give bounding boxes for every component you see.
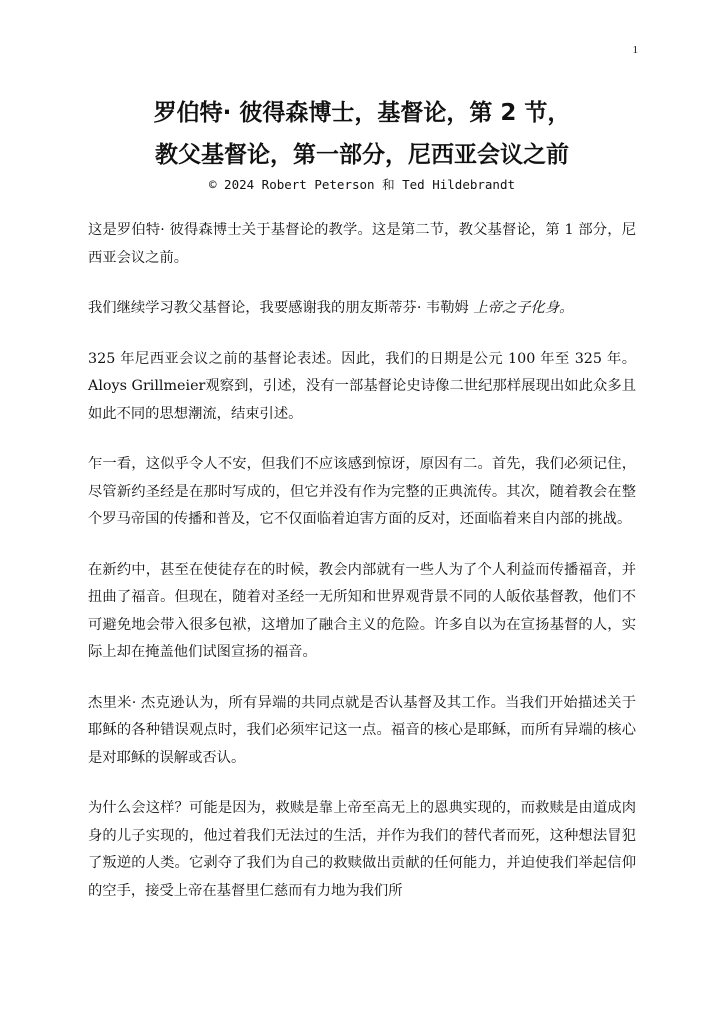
book-title-italic: 上帝之子化身。: [473, 300, 574, 316]
paragraph-1: 这是罗伯特· 彼得森博士关于基督论的教学。这是第二节，教父基督论，第 1 部分，尼西亚会议之前。: [88, 222, 636, 266]
body-text: [88, 217, 636, 905]
paragraph-2: [88, 295, 636, 323]
title-block: [60, 92, 664, 194]
page-number: 1: [632, 44, 638, 56]
paragraph-3: 325 年尼西亚会议之前的基督论表述。因此，我们的日期是公元 100 年至 325 年。Aloys Grillmeier观察到，引述，没有一部基督论史诗像二世纪那样展现出如此众多且如此不同的思想潮流，结束引述。: [88, 350, 636, 422]
copyright-line: © 2024 Robert Peterson 和 Ted Hildebrandt: [209, 177, 515, 192]
title-line-1: 罗伯特· 彼得森博士，基督论，第 2 节，: [153, 100, 571, 126]
paragraph-6: 杰里米· 杰克逊认为，所有异端的共同点就是否认基督及其工作。当我们开始描述关于耶稣的各种错误观点时，我们必须牢记这一点。福音的核心是耶稣，而所有异端的核心是对耶稣的误解或否认。: [88, 694, 636, 766]
paragraph-2-text: 我们继续学习教父基督论，我要感谢我的朋友斯蒂芬· 韦勒姆: [88, 300, 474, 316]
title-line-2: 教父基督论，第一部分，尼西亚会议之前: [155, 142, 569, 168]
paragraph-4: 乍一看，这似乎令人不安，但我们不应该感到惊讶，原因有二。首先，我们必须记住，尽管新约圣经是在那时写成的，但它并没有作为完整的正典流传。其次，随着教会在整个罗马帝国的传播和普及，它不仅面临着迫害方面的反对，还面临着来自内部的挑战。: [88, 456, 636, 527]
paragraph-5: 在新约中，甚至在使徒存在的时候，教会内部就有一些人为了个人利益而传播福音，并扭曲了福音。但现在，随着对圣经一无所知和世界观背景不同的人皈依基督教，他们不可避免地会带入很多包袱，这增加了融合主义的危险。许多自以为在宣扬基督的人，实际上却在掩盖他们试图宣扬的福音。: [88, 561, 636, 660]
paragraph-7: 为什么会这样？可能是因为，救赎是靠上帝至高无上的恩典实现的，而救赎是由道成肉身的儿子实现的，他过着我们无法过的生活，并作为我们的替代者而死，这种想法冒犯了叛逆的人类。它剥夺了我们为自己的救赎做出贡献的任何能力，并迫使我们举起信仰的空手，接受上帝在基督里仁慈而有力地为我们所: [88, 800, 636, 899]
